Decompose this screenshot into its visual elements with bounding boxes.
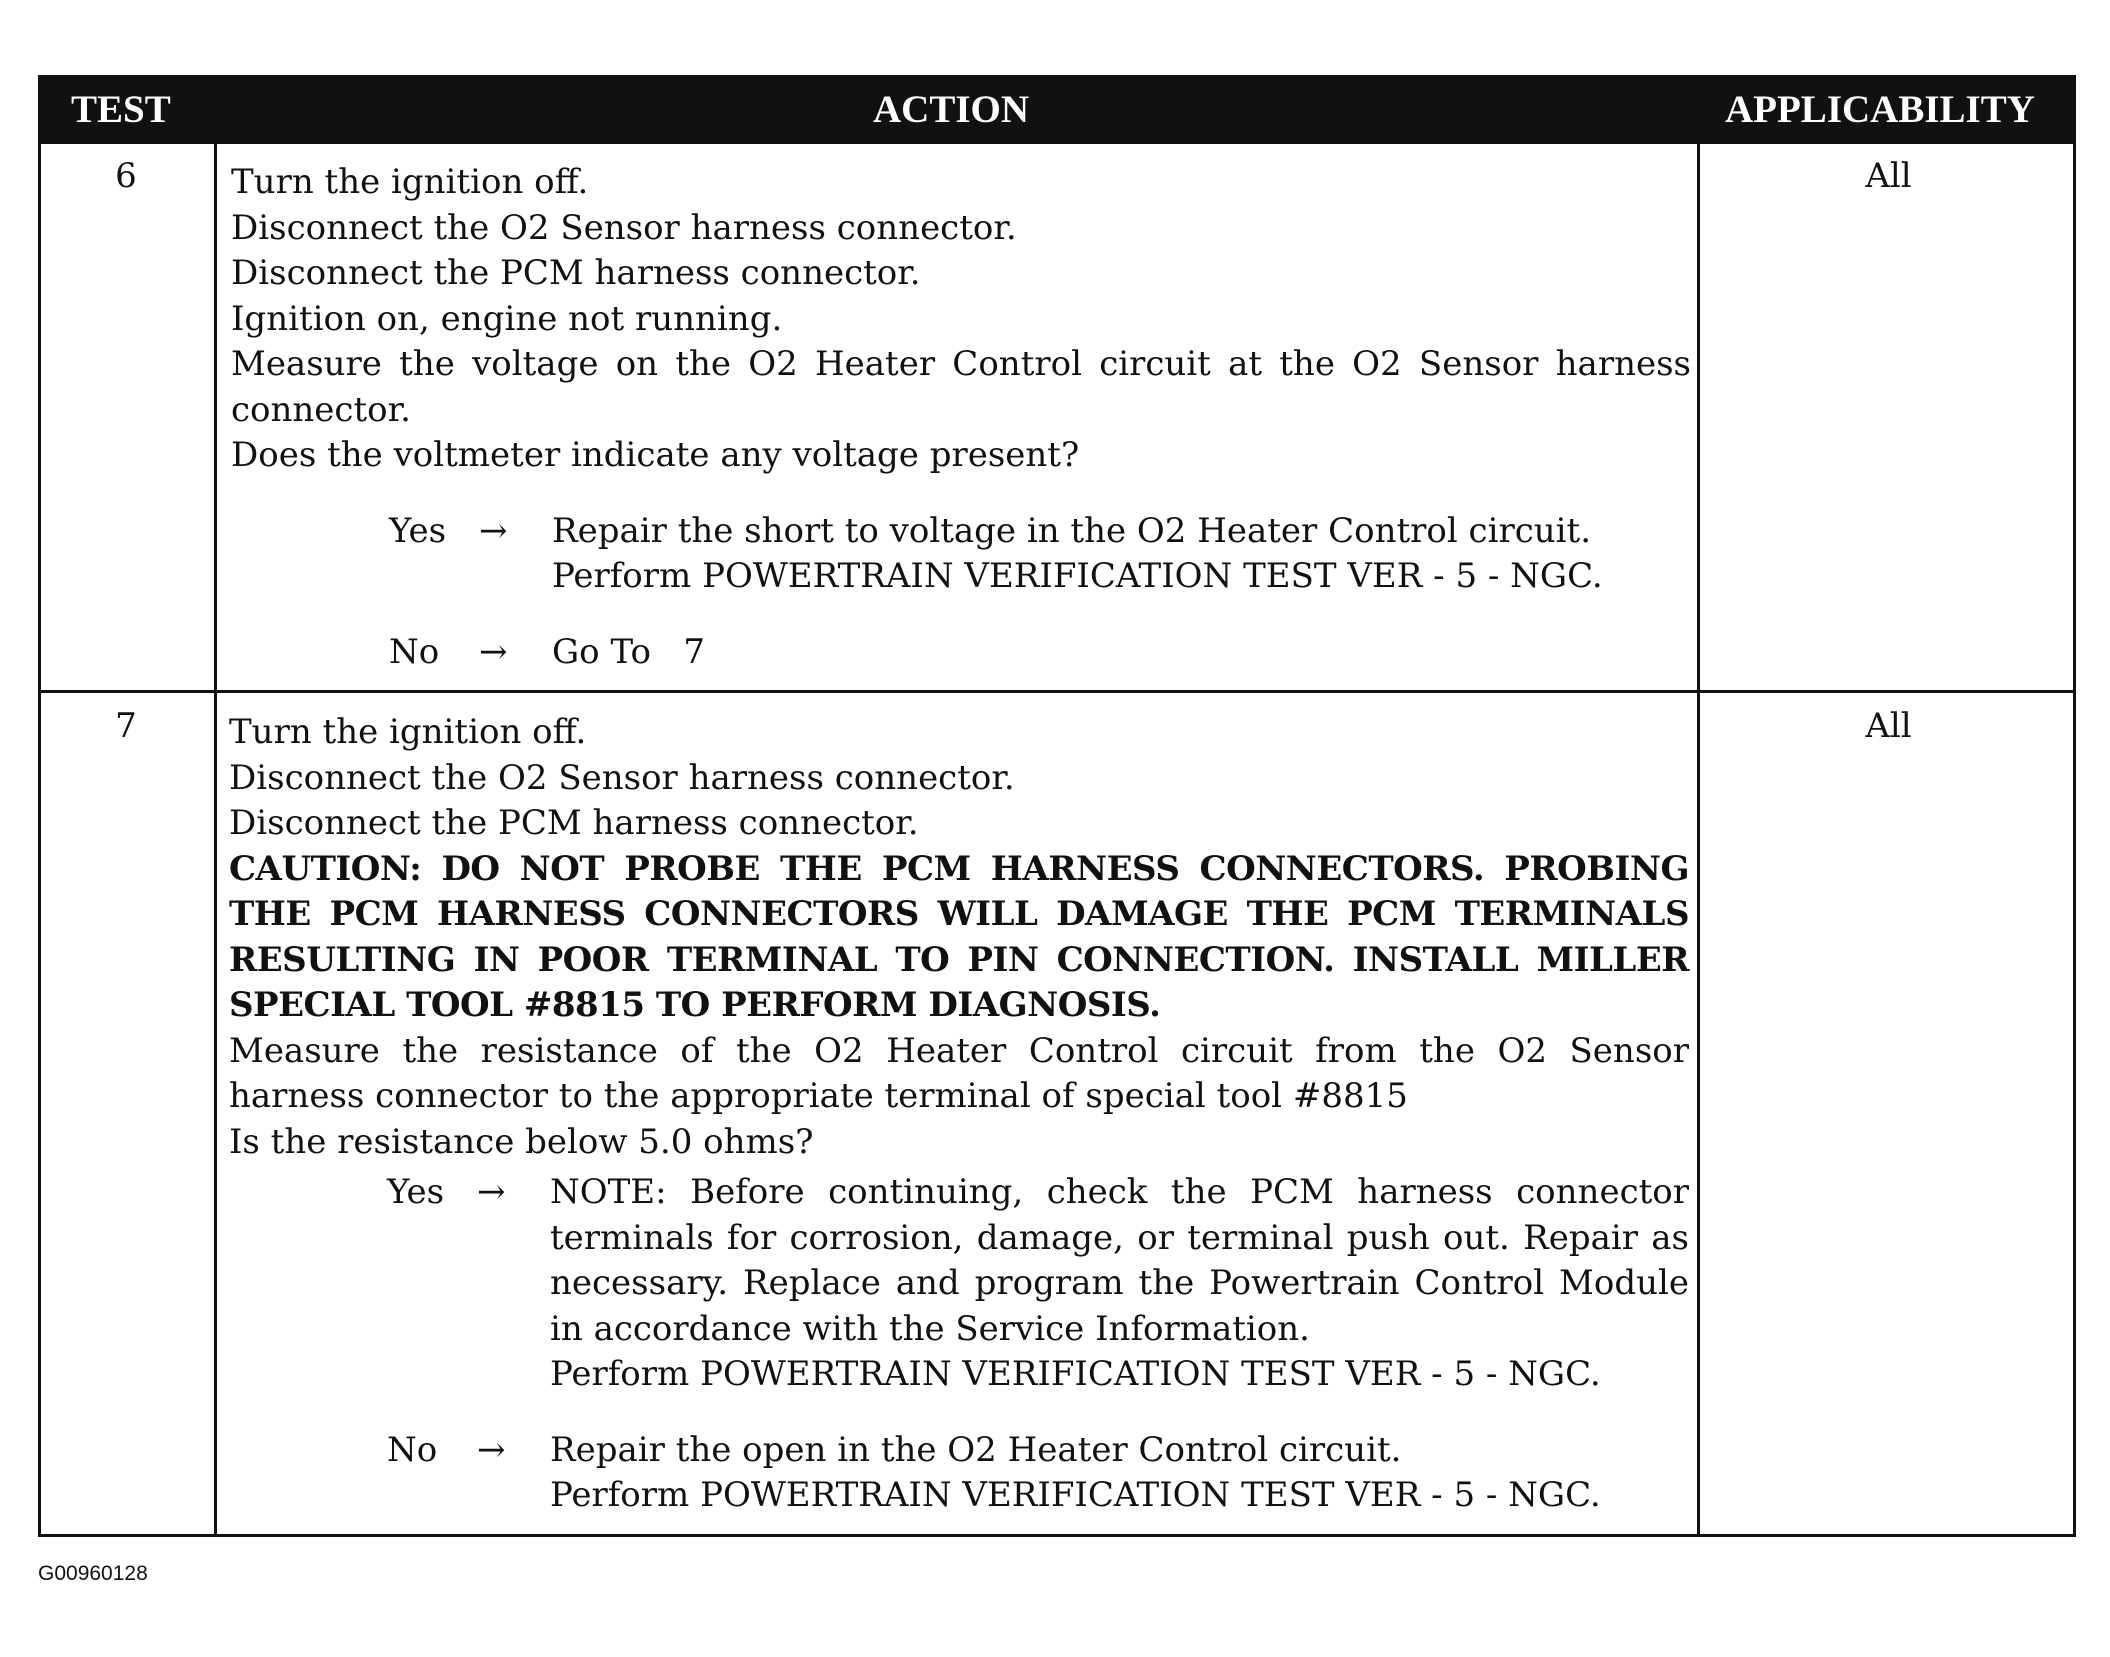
row-divider — [41, 690, 2073, 693]
result-text: Repair the short to voltage in the O2 Heater Control circuit. — [552, 510, 1592, 551]
result-text: Perform POWERTRAIN VERIFICATION TEST VER - 5 - NGC. — [550, 1354, 1601, 1394]
step-text: Disconnect the O2 Sensor harness connector. — [231, 207, 1017, 248]
step-text: Measure the resistance of the O2 Heater Control circuit from the O2 Sensor harness connector to the appropriate terminal of special tool #8815 — [229, 1030, 1689, 1116]
action-cell — [231, 160, 1691, 675]
step-text: Disconnect the O2 Sensor harness connector. — [229, 757, 1015, 798]
applicability-value: All — [1865, 156, 1912, 196]
caution-text: CAUTION: DO NOT PROBE THE PCM HARNESS CONNECTORS. PROBING THE PCM HARNESS CONNECTORS WILL DAMAGE THE PCM TERMINALS RESULTING IN POOR TERMINAL TO PIN CONNECTION. INSTALL MILLER SPECIAL TOOL #8815 TO PERFORM DIAGNOSIS. — [229, 848, 1689, 1025]
result-text: Perform POWERTRAIN VERIFICATION TEST VER - 5 - NGC. — [550, 1475, 1601, 1515]
header-test: TEST — [71, 88, 171, 131]
step-text: Disconnect the PCM harness connector. — [229, 803, 919, 843]
yes-answer — [387, 1170, 1689, 1398]
arrow-icon: → — [479, 510, 508, 551]
no-label: No — [389, 631, 440, 672]
step-text: Turn the ignition off. — [231, 162, 589, 202]
action-cell — [229, 710, 1689, 1519]
no-answer — [389, 630, 1691, 676]
step-text: Is the resistance below 5.0 ohms? — [229, 1121, 814, 1162]
step-text: Disconnect the PCM harness connector. — [231, 253, 921, 293]
arrow-icon: → — [477, 1429, 506, 1470]
result-text: Perform POWERTRAIN VERIFICATION TEST VER - 5 - NGC. — [552, 556, 1603, 596]
test-number: 7 — [115, 706, 137, 746]
step-text: Measure the voltage on the O2 Heater Control circuit at the O2 Sensor harness connector. — [231, 344, 1691, 430]
step-text: Turn the ignition off. — [229, 712, 587, 752]
result-text: Go To 7 — [552, 631, 705, 672]
arrow-icon: → — [479, 631, 508, 672]
arrow-icon: → — [477, 1172, 506, 1212]
yes-answer — [389, 509, 1691, 600]
no-answer — [387, 1428, 1689, 1519]
step-text: Ignition on, engine not running. — [231, 298, 783, 339]
no-label: No — [387, 1429, 438, 1470]
step-text: Does the voltmeter indicate any voltage present? — [231, 435, 1080, 475]
result-text: Repair the open in the O2 Heater Control circuit. — [550, 1429, 1402, 1470]
yes-label: Yes — [389, 510, 447, 551]
column-divider — [214, 144, 217, 1534]
header-action: ACTION — [873, 88, 1030, 131]
header-applicability: APPLICABILITY — [1725, 88, 2035, 131]
yes-label: Yes — [387, 1172, 445, 1212]
test-number: 6 — [115, 156, 137, 196]
table-header — [41, 78, 2073, 144]
column-divider — [1697, 144, 1700, 1534]
figure-code: G00960128 — [38, 1562, 148, 1585]
applicability-value: All — [1865, 706, 1912, 746]
diagnostic-table — [38, 75, 2076, 1537]
note-text: NOTE: Before continuing, check the PCM harness connector terminals for corrosion, damage, or terminal push out. Repair as necessary. Replace and program the Powertrain Control Module in accordance with the Service Information. — [550, 1172, 1689, 1349]
